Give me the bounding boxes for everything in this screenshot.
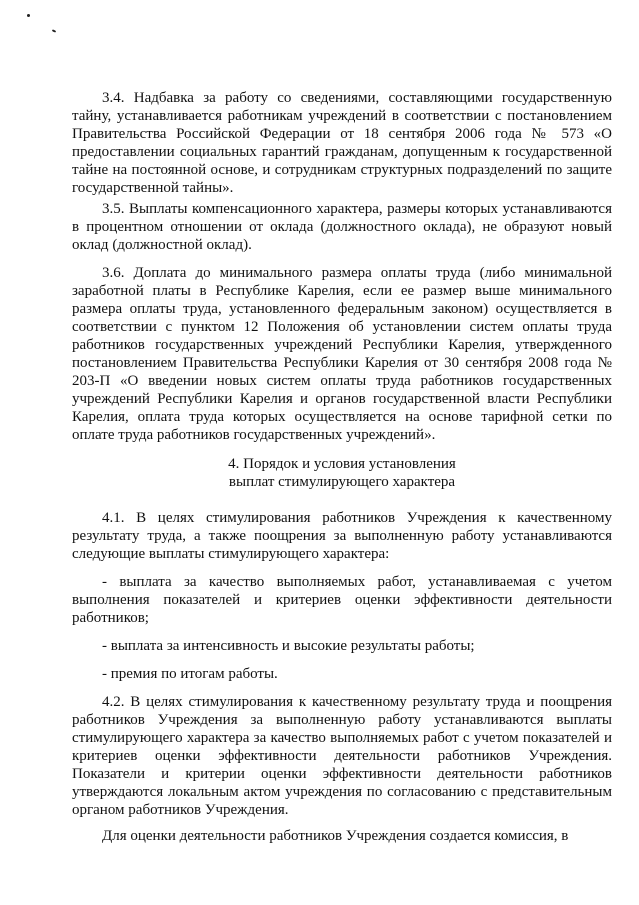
list-item-bonus: - премия по итогам работы. (102, 666, 278, 682)
paragraph-3-4: 3.4. Надбавка за работу со сведениями, составляющими государственную тайну, устанавливается работникам учреждений в соответствии с постановлением Правительства Российской Федерации от 18 сентября 2006 года № 573 «О предоставлении социальных гарантий гражданам, допущенным к государственной тайне на постоянной основе, и сотрудникам структурных подразделений по защите государственной тайны». (72, 90, 612, 196)
section-4-heading-line2: выплат стимулирующего характера (228, 474, 456, 490)
scan-speck (52, 29, 56, 33)
list-item-quality-payment: - выплата за качество выполняемых работ, устанавливаемая с учетом выполнения показателей и критериев оценки эффективности деятельности работников; (72, 574, 612, 626)
section-4-heading-line1: 4. Порядок и условия установления (228, 456, 456, 472)
paragraph-3-6: 3.6. Доплата до минимального размера оплаты труда (либо минимальной заработной платы в Республике Карелия, если ее размер выше минимального размера оплаты труда, установленного федеральным законом) осуществляется в соответствии с пунктом 12 Положения об установлении систем оплаты труда работников государственных учреждений Республики Карелия, утвержденного постановлением Правительства Республики Карелия от 30 сентября 2008 года № 203-П «О введении новых систем оплаты труда работников государственных учреждений Республики Карелия и органов государственной власти Республики Карелия, оплата труда которых осуществляется на основе тарифной сетки по оплате труда работников государственных учреждений». (72, 265, 612, 443)
paragraph-4-2: 4.2. В целях стимулирования к качественному результату труда и поощрения работников Учреждения за выполненную работу устанавливаются выплаты стимулирующего характера за качество выполняемых работ с учетом показателей и критериев оценки эффективности деятельности работников Учреждения. Показатели и критерии оценки эффективности деятельности работников утверждаются локальным актом учреждения по согласованию с представительным органом работников Учреждения. (72, 694, 612, 818)
paragraph-4-1: 4.1. В целях стимулирования работников Учреждения к качественному результату труда, а также поощрения за выполненную работу устанавливаются следующие выплаты стимулирующего характера: (72, 510, 612, 562)
section-4-heading (72, 455, 612, 491)
scan-speck (27, 14, 30, 17)
list-item-intensity-payment: - выплата за интенсивность и высокие результаты работы; (102, 638, 475, 654)
paragraph-commission: Для оценки деятельности работников Учреждения создается комиссия, в (102, 828, 569, 844)
paragraph-3-5: 3.5. Выплаты компенсационного характера, размеры которых устанавливаются в процентном отношении от оклада (должностного оклада), не образуют новый оклад (должностной оклад). (72, 201, 612, 253)
